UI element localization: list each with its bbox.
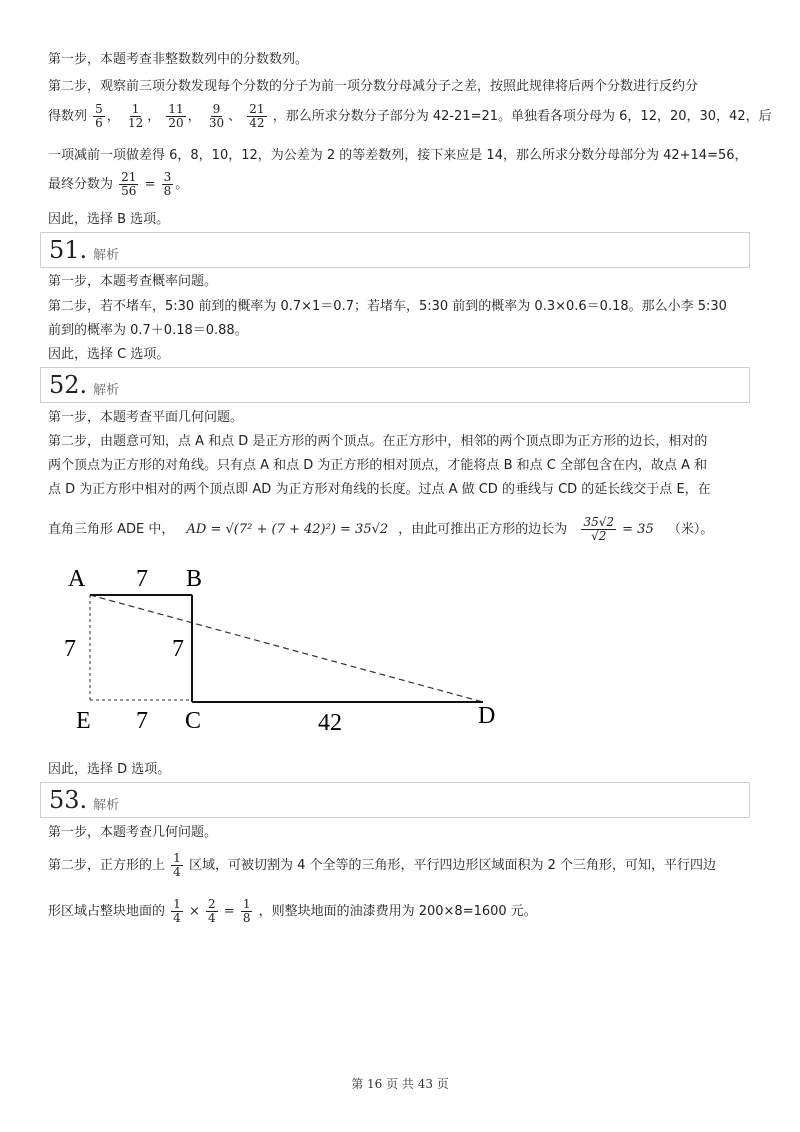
times-sign: × <box>188 904 200 919</box>
q53-line2-prefix: 形区域占整块地面的 <box>48 904 166 919</box>
final-frac-b: $\frac{3}{8}$ <box>163 170 172 198</box>
q52-step2-line1: 第二步，由题意可知，点 A 和点 D 是正方形的两个顶点。在正方形中，相邻的两个顶点即为正方形的边长，相对的 <box>48 434 708 449</box>
q53-line1-suffix: 区域，可被切割为 4 个全等的三角形，平行四边形区域面积为 2 个三角形，可知，平行四边 <box>188 858 717 873</box>
q50-conclusion: 因此，选择 B 选项。 <box>48 212 170 227</box>
q53-step2-line1 <box>48 846 716 886</box>
geometry-diagram <box>50 560 520 750</box>
label-E: E <box>76 708 91 734</box>
label-D: D <box>478 703 496 729</box>
length-AE: 7 <box>64 636 76 662</box>
length-EC: 7 <box>136 708 148 734</box>
q52-line4-prefix: 直角三角形 ADE 中， <box>48 522 175 537</box>
length-BC: 7 <box>172 636 184 662</box>
q50-seq-prefix: 得数列 <box>48 109 88 124</box>
label-A: A <box>68 566 86 592</box>
mult-frac-c: $\frac{1}{8}$ <box>242 897 251 925</box>
q52-conclusion: 因此，选择 D 选项。 <box>48 762 171 777</box>
q51-step2-line1: 第二步，若不堵车，5:30 前到的概率为 0.7×1＝0.7；若堵车，5:30 前到的概率为 0.3×0.6＝0.18。那么小李 5:30 <box>48 299 727 314</box>
q53-label: 解析 <box>93 797 120 813</box>
q52-step1: 第一步，本题考查平面几何问题。 <box>48 410 244 425</box>
q50-step2-line1: 第二步，观察前三项分数发现每个分数的分子为前一项分数分母减分子之差，按照此规律将后两个分数进行反约分 <box>48 79 699 94</box>
final-prefix: 最终分数为 <box>48 177 114 192</box>
quarter-frac: $\frac{1}{4}$ <box>173 851 181 879</box>
q53-step1: 第一步，本题考查几何问题。 <box>48 825 218 840</box>
q52-step2-line3: 点 D 为正方形中相对的两个顶点即 AD 为正方形对角线的长度。过点 A 做 CD 的垂线与 CD 的延长线交于点 E，在 <box>48 482 711 497</box>
q50-step1: 第一步，本题考查非整数数列中的分数数列。 <box>48 52 309 67</box>
label-C: C <box>185 708 202 734</box>
q52-label: 解析 <box>93 382 120 398</box>
q53-header <box>40 782 750 818</box>
mult-frac-b: $\frac{2}{4}$ <box>207 897 216 925</box>
side-eq: = 35 <box>622 522 654 537</box>
mult-frac-a: $\frac{1}{4}$ <box>173 897 181 925</box>
equals-sign: = <box>223 904 235 919</box>
q50-step2-line2-suffix: ，那么所求分数分子部分为 42-21=21。单独看各项分母为 6，12，20，30，42，后 <box>272 109 772 124</box>
length-CD: 42 <box>318 710 342 736</box>
q50-step2-line4: 最终分数为 $\frac{21}{56}$ = $\frac{3}{8}$ 。 <box>48 170 189 198</box>
seq-frac-4: $\frac{9}{30}$ <box>208 102 225 130</box>
q50-step2-line3: 一项减前一项做差得 6，8，10，12，为公差为 2 的等差数列，接下来应是 14，那么所求分数分母部分为 42+14=56， <box>48 148 748 163</box>
page-footer: 第 16 页 共 43 页 <box>351 1077 449 1091</box>
final-eq: = <box>144 177 156 192</box>
seq-frac-1: $\frac{5}{6}$ <box>95 102 103 130</box>
q52-step2-line4 <box>48 510 713 550</box>
q50-step2-line2: 得数列 $\frac{5}{6}$ ， $\frac{1}{12}$ ， $\frac{11}{20}$ ， $\frac{9}{30}$ 、 $\frac{21}{42}$ ，那么所求分数分子部分为 42-21=21。单独看各项分母为 6，12，20，30，42，后 <box>48 102 772 130</box>
q53-line2-suffix: ，则整块地面的油漆费用为 200×8=1600 元。 <box>258 904 537 919</box>
q51-step2-line2: 前到的概率为 0.7＋0.18＝0.88。 <box>48 323 248 338</box>
q51-conclusion: 因此，选择 C 选项。 <box>48 347 170 362</box>
seq-frac-2: $\frac{1}{12}$ <box>127 102 144 130</box>
length-AB: 7 <box>136 566 148 592</box>
q52-line4-mid: ，由此可推出正方形的边长为 <box>398 522 568 537</box>
segment-AD <box>90 595 483 702</box>
q53-step2-line2 <box>48 892 537 932</box>
q51-step1: 第一步，本题考查概率问题。 <box>48 274 218 289</box>
q53-line1-prefix: 第二步，正方形的上 <box>48 858 166 873</box>
q52-line4-end: （米）。 <box>667 522 714 537</box>
q51-number: 51. <box>49 236 88 264</box>
q51-label: 解析 <box>93 247 120 263</box>
diagonal-formula: AD = √(7² + (7 + 42)²) = 35√2 <box>186 522 389 537</box>
seq-frac-5: $\frac{21}{42}$ <box>249 102 265 130</box>
side-frac: $\frac{35√2}{√2}$ <box>583 515 615 543</box>
seq-frac-3: $\frac{11}{20}$ <box>168 102 184 130</box>
q53-number: 53. <box>49 786 88 814</box>
label-B: B <box>186 566 203 592</box>
final-frac-a: $\frac{21}{56}$ <box>121 170 137 198</box>
q52-number: 52. <box>49 371 88 399</box>
q52-header <box>40 367 750 403</box>
q51-header <box>40 232 750 268</box>
q52-step2-line2: 两个顶点为正方形的对角线。只有点 A 和点 D 为正方形的相对顶点，才能将点 B 和点 C 全部包含在内，故点 A 和 <box>48 458 708 473</box>
